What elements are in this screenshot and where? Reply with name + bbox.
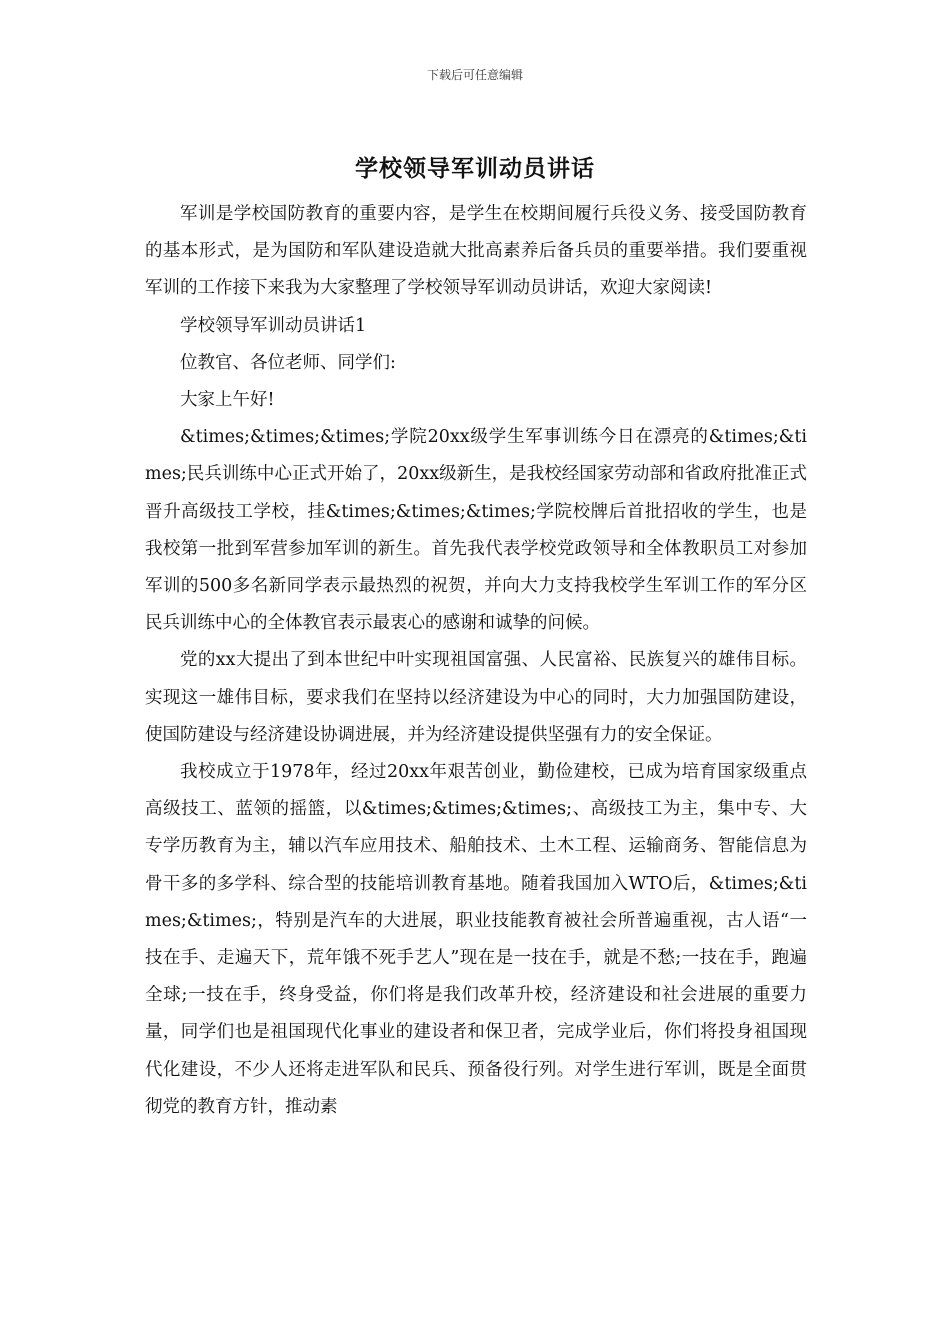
body-paragraph-school-history: 我校成立于1978年，经过20xx年艰苦创业，勤俭建校，已成为培育国家级重点高级技工、蓝领的摇篮，以&times;&times;&times;、高级技工为主，集中专、大专学历教育为主，辅以汽车应用技术、船舶技术、土木工程、运输商务、智能信息为骨干多的多学科、综合型的技能培训教育基地。随着我国加入WTO后，&times;&times;&times;，特别是汽车的大进展，职业技能教育被社会所普遍重视，古人语“一技在手、走遍天下，荒年饿不死手艺人”现在是一技在手，就是不愁;一技在手，跑遍全球;一技在手，终身受益，你们将是我们改革升校，经济建设和社会进展的重要力量，同学们也是祖国现代化事业的建设者和保卫者，完成学业后，你们将投身祖国现代化建设，不少人还将走进军队和民兵、预备役行列。对学生进行军训，既是全面贯彻党的教育方针，推动素 xyxy=(145,762,807,1117)
intro-paragraph: 军训是学校国防教育的重要内容，是学生在校期间履行兵役义务、接受国防教育的基本形式，是为国防和军队建设造就大批高素养后备兵员的重要举措。我们要重视军训的工作接下来我为大家整理了学校领导军训动员讲话，欢迎大家阅读! xyxy=(145,204,807,299)
document-body xyxy=(145,196,807,1126)
salutation: 位教官、各位老师、同学们: xyxy=(180,352,396,373)
speech-heading: 学校领导军训动员讲话1 xyxy=(180,315,367,336)
header-note: 下载后可任意编辑 xyxy=(426,68,523,82)
body-paragraph-welcome: &times;&times;&times;学院20xx级学生军事训练今日在漂亮的&times;&times;民兵训练中心正式开始了，20xx级新生，是我校经国家劳动部和省政府批准正式晋升高级技工学校，挂&times;&times;&times;学院校牌后首批招收的学生，也是我校第一批到军营参加军训的新生。首先我代表学校党政领导和全体教职员工对参加军训的500多名新同学表示最热烈的祝贺，并向大力支持我校学生军训工作的军分区民兵训练中心的全体教官表示最衷心的感谢和诚挚的问候。 xyxy=(145,427,807,634)
document-title: 学校领导军训动员讲话 xyxy=(355,155,595,182)
body-paragraph-national-goal: 党的xx大提出了到本世纪中叶实现祖国富强、人民富裕、民族复兴的雄伟目标。实现这一雄伟目标，要求我们在坚持以经济建设为中心的同时，大力加强国防建设，使国防建设与经济建设协调进展，并为经济建设提供坚强有力的安全保证。 xyxy=(145,650,807,745)
greeting: 大家上午好! xyxy=(180,390,275,411)
